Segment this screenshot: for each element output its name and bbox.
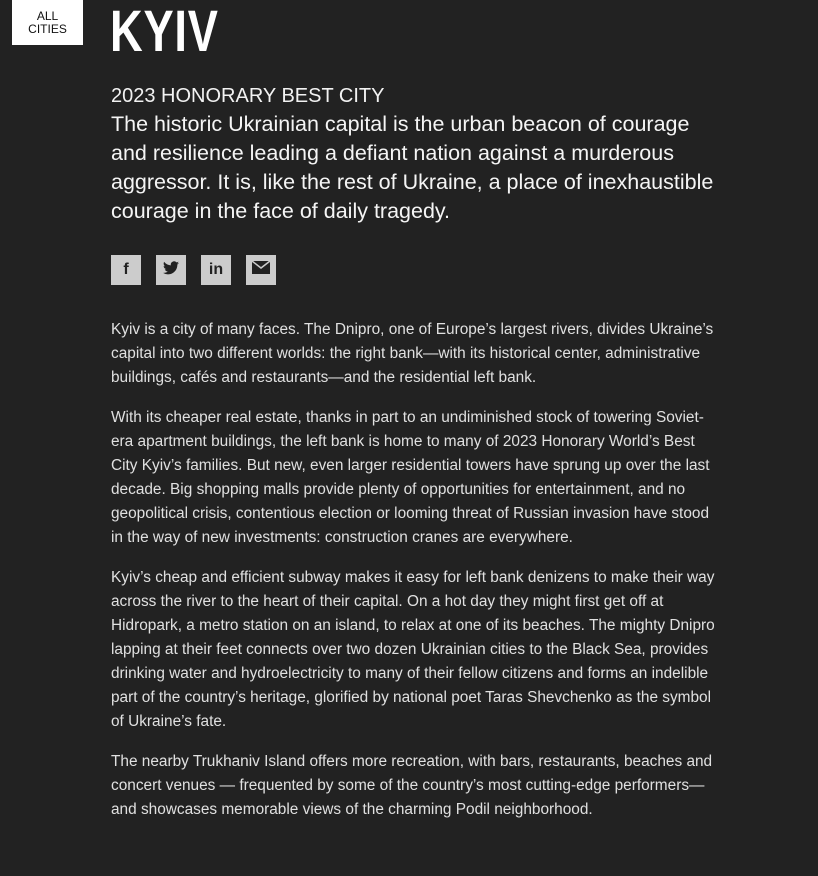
share-bar [111, 255, 276, 285]
linkedin-icon: in [208, 261, 224, 278]
article-paragraph: Kyiv is a city of many faces. The Dnipro, one of Europe’s largest rivers, divides Ukraine’s capital into two different worlds: the right bank—with its historical center, administrative buildings, cafés and restaurants—and the residential left bank. [111, 321, 714, 386]
facebook-icon: f [123, 261, 129, 278]
article-paragraph: The nearby Trukhaniv Island offers more recreation, with bars, restaurants, beaches and concert venues — frequented by some of the country’s most cutting-edge performers—and showcases memorable views of the charming Podil neighborhood. [111, 753, 713, 818]
twitter-icon [163, 261, 179, 280]
page-title: KYIV [110, 0, 219, 64]
article-paragraph: Kyiv’s cheap and efficient subway makes it easy for left bank denizens to make their way across the river to the heart of their capital. On a hot day they might first get off at Hidropark, a metro station on an island, to relax at one of its beaches. The mighty Dnipro lapping at their feet connects over two dozen Ukrainian cities to the Black Sea, provides drinking water and hydroelectricity to many of their fellow citizens and forms an indelible part of the country’s heritage, glorified by national poet Taras Shevchenko as the symbol of Ukraine’s fate. [111, 569, 715, 730]
article-paragraph: With its cheaper real estate, thanks in part to an undiminished stock of towering Soviet-era apartment buildings, the left bank is home to many of 2023 Honorary World’s Best City Kyiv’s families. But new, even larger residential towers have sprung up over the last decade. Big shopping malls provide plenty of opportunities for entertainment, and no geopolitical crisis, contentious election or looming threat of Russian invasion have stood in the way of new investments: construction cranes are everywhere. [111, 409, 710, 546]
all-cities-button[interactable] [12, 0, 83, 45]
lead-text: The historic Ukrainian capital is the urban beacon of courage and resilience leading a defiant nation against a murderous aggressor. It is, like the rest of Ukraine, a place of inexhaustible courage in the face of daily tragedy. [111, 112, 714, 223]
article-body [111, 318, 721, 838]
subtitle: 2023 HONORARY BEST CITY [111, 85, 385, 107]
share-twitter-button[interactable] [156, 255, 186, 285]
share-email-button[interactable] [246, 255, 276, 285]
share-linkedin-button[interactable] [201, 255, 231, 285]
all-cities-label: ALL CITIES [28, 8, 67, 36]
email-icon [252, 261, 270, 279]
share-facebook-button[interactable] [111, 255, 141, 285]
